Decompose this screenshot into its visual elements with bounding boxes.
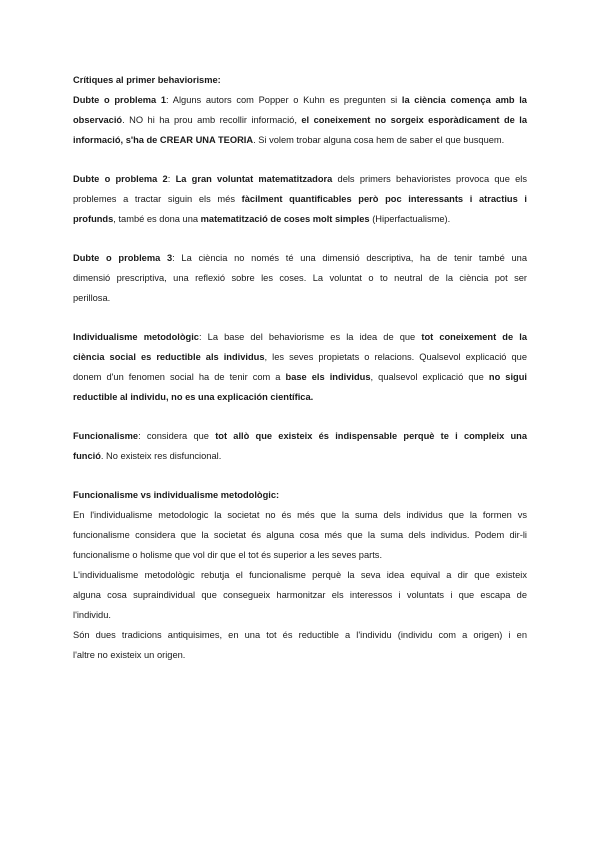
text-line <box>73 426 527 446</box>
text-run: (Hiperfactualisme). <box>369 214 451 224</box>
text-line: reductible al individu, no es una explicación científica. <box>73 392 314 402</box>
bold-term: Individualisme metodològic <box>73 332 199 342</box>
text-line <box>73 90 527 110</box>
bold-term: informació, s'ha de CREAR UNA TEORIA <box>73 135 254 145</box>
text-run: : Alguns autors com Popper o Kuhn es pregunten si <box>166 95 402 105</box>
text-line: l'altre no existeix un origen. <box>73 650 186 660</box>
paragraph-problem-3 <box>73 248 527 308</box>
text-run: problemes a tractar siguin els més <box>73 194 242 204</box>
bold-term: matematització de coses molt simples <box>200 214 370 224</box>
text-line <box>73 189 527 209</box>
text-line: dimensió prescriptiva, una reflexió sobre les coses. La voluntat o to neutral de la ciència pot ser <box>73 273 527 283</box>
text-line: perillosa. <box>73 293 111 303</box>
text-run: . NO hi ha prou amb recollir informació, <box>122 115 302 125</box>
bold-term: fàcilment quantificables però poc interessants i atractius i <box>241 194 527 204</box>
bold-term: tot coneixement de la <box>421 332 527 342</box>
text-line <box>73 347 527 367</box>
text-line <box>73 446 527 466</box>
text-line: alguna cosa supraindividual que consegueix harmonitzar els interessos i voluntats i que escapa de <box>73 590 527 600</box>
bold-term: La gran voluntat matematitzadora <box>175 174 333 184</box>
text-line <box>73 367 527 387</box>
text-run: : La ciència no només té una dimensió descriptiva, ha de tenir també una <box>172 253 527 263</box>
text-line: l'individu. <box>73 610 111 620</box>
text-line <box>73 130 527 150</box>
text-line: Són dues tradicions antiquisimes, en una tot és reductible a l'individu (individu com a origen) i en <box>73 630 527 640</box>
text-line <box>73 110 527 130</box>
text-run: . Si volem trobar alguna cosa hem de saber el que busquem. <box>253 135 505 145</box>
paragraph-problem-1 <box>73 90 527 150</box>
bold-term: la ciència comença amb la <box>401 95 527 105</box>
text-line <box>73 327 527 347</box>
text-run: , també es dona una <box>113 214 201 224</box>
text-line <box>73 169 527 189</box>
bold-term: Dubte o problema 1 <box>73 95 167 105</box>
bold-term: base els individus <box>285 372 371 382</box>
text-run: : considera que <box>138 431 216 441</box>
bold-term: no sigui <box>488 372 527 382</box>
bold-term: funció <box>73 451 101 461</box>
text-run: , les seves propietats o relacions. Qualsevol explicació que <box>264 352 528 362</box>
text-run: : La base del behaviorisme es la idea de que <box>198 332 422 342</box>
text-run: donem d'un fenomen social ha de tenir com a <box>73 372 286 382</box>
bold-term: ciència social es reductible als individus <box>73 352 265 362</box>
text-run: : <box>167 174 176 184</box>
text-line <box>73 209 527 229</box>
bold-term: Dubte o problema 3 <box>73 253 173 263</box>
section-title: Crítiques al primer behaviorisme: <box>73 75 221 85</box>
text-line <box>73 248 527 268</box>
text-run: . No existeix res disfuncional. <box>100 451 222 461</box>
bold-term: tot allò que existeix és indispensable perquè te i compleix una <box>215 431 528 441</box>
text-run: , qualsevol explicació que <box>370 372 489 382</box>
bold-term: observació <box>73 115 123 125</box>
text-line: funcionalisme considera que la societat és alguna cosa més que la suma dels individus. Podem dir-li <box>73 530 527 540</box>
paragraph-funcionalisme <box>73 426 527 466</box>
bold-term: Funcionalisme <box>73 431 139 441</box>
text-line: funcionalisme o holisme que vol dir que el tot és superior a les seves parts. <box>73 550 383 560</box>
paragraph-comparison <box>73 485 527 665</box>
bold-term: profunds <box>73 214 114 224</box>
text-line: En l'individualisme metodologic la societat no és més que la suma dels individus que la formen vs <box>73 510 527 520</box>
paragraph-individualisme <box>73 327 527 407</box>
text-run: dels primers behavioristes provoca que els <box>332 174 527 184</box>
paragraph-problem-2 <box>73 169 527 229</box>
bold-term: Dubte o problema 2 <box>73 174 168 184</box>
section-heading: Funcionalisme vs individualisme metodològic: <box>73 490 280 500</box>
text-line: L'individualisme metodològic rebutja el funcionalisme perquè la seva idea equival a dir que existeix <box>73 570 527 580</box>
bold-term: el coneixement no sorgeix esporàdicament de la <box>301 115 527 125</box>
